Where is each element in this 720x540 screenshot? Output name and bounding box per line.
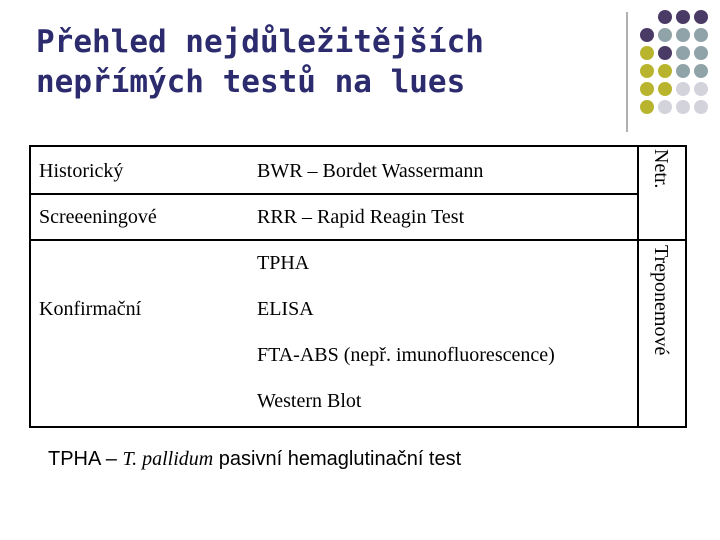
decorative-divider: [626, 12, 628, 132]
decorative-dot: [676, 100, 690, 114]
test-fta-abs: FTA-ABS (nepř. imunofluorescence): [257, 344, 555, 366]
category-historicky: Historický: [39, 160, 124, 182]
column-separator: [637, 147, 639, 426]
row-separator: [31, 193, 637, 195]
decorative-dot: [658, 64, 672, 78]
side-label-treponemove: Treponemové: [650, 245, 672, 356]
footnote-suffix: pasivní hemaglutinační test: [213, 448, 462, 470]
decorative-dot: [640, 100, 654, 114]
decorative-dot: [640, 64, 654, 78]
decorative-dot-grid: [640, 10, 720, 120]
decorative-dot: [676, 10, 690, 24]
decorative-dot: [694, 46, 708, 60]
decorative-dot: [640, 28, 654, 42]
test-rrr: RRR – Rapid Reagin Test: [257, 206, 465, 228]
decorative-dot: [640, 46, 654, 60]
tests-table: [29, 145, 687, 428]
decorative-dot: [694, 82, 708, 96]
title-line-2: nepřímých testů na lues: [36, 64, 466, 100]
category-screening: Screeeningové: [39, 206, 157, 228]
side-label-netr: Netr.: [650, 149, 672, 189]
test-tpha: TPHA: [257, 252, 310, 274]
decorative-dot: [640, 82, 654, 96]
decorative-dot: [694, 28, 708, 42]
decorative-dot: [676, 28, 690, 42]
row-separator: [31, 239, 685, 241]
decorative-dot: [658, 28, 672, 42]
slide-title: [36, 22, 596, 102]
category-konfirmacni: Konfirmační: [39, 298, 142, 320]
footnote-prefix: TPHA –: [48, 448, 123, 470]
test-western-blot: Western Blot: [257, 390, 362, 412]
decorative-dot: [676, 64, 690, 78]
decorative-dot: [658, 46, 672, 60]
decorative-dot: [694, 100, 708, 114]
title-line-1: Přehled nejdůležitějších: [36, 24, 484, 60]
decorative-dot: [658, 10, 672, 24]
test-bwr: BWR – Bordet Wassermann: [257, 160, 484, 182]
decorative-dot: [676, 82, 690, 96]
footnote-italic: T. pallidum: [122, 448, 214, 470]
test-elisa: ELISA: [257, 298, 314, 320]
footnote: [48, 446, 461, 472]
decorative-dot: [694, 10, 708, 24]
decorative-dot: [658, 100, 672, 114]
decorative-dot: [676, 46, 690, 60]
decorative-dot: [694, 64, 708, 78]
decorative-dot: [658, 82, 672, 96]
